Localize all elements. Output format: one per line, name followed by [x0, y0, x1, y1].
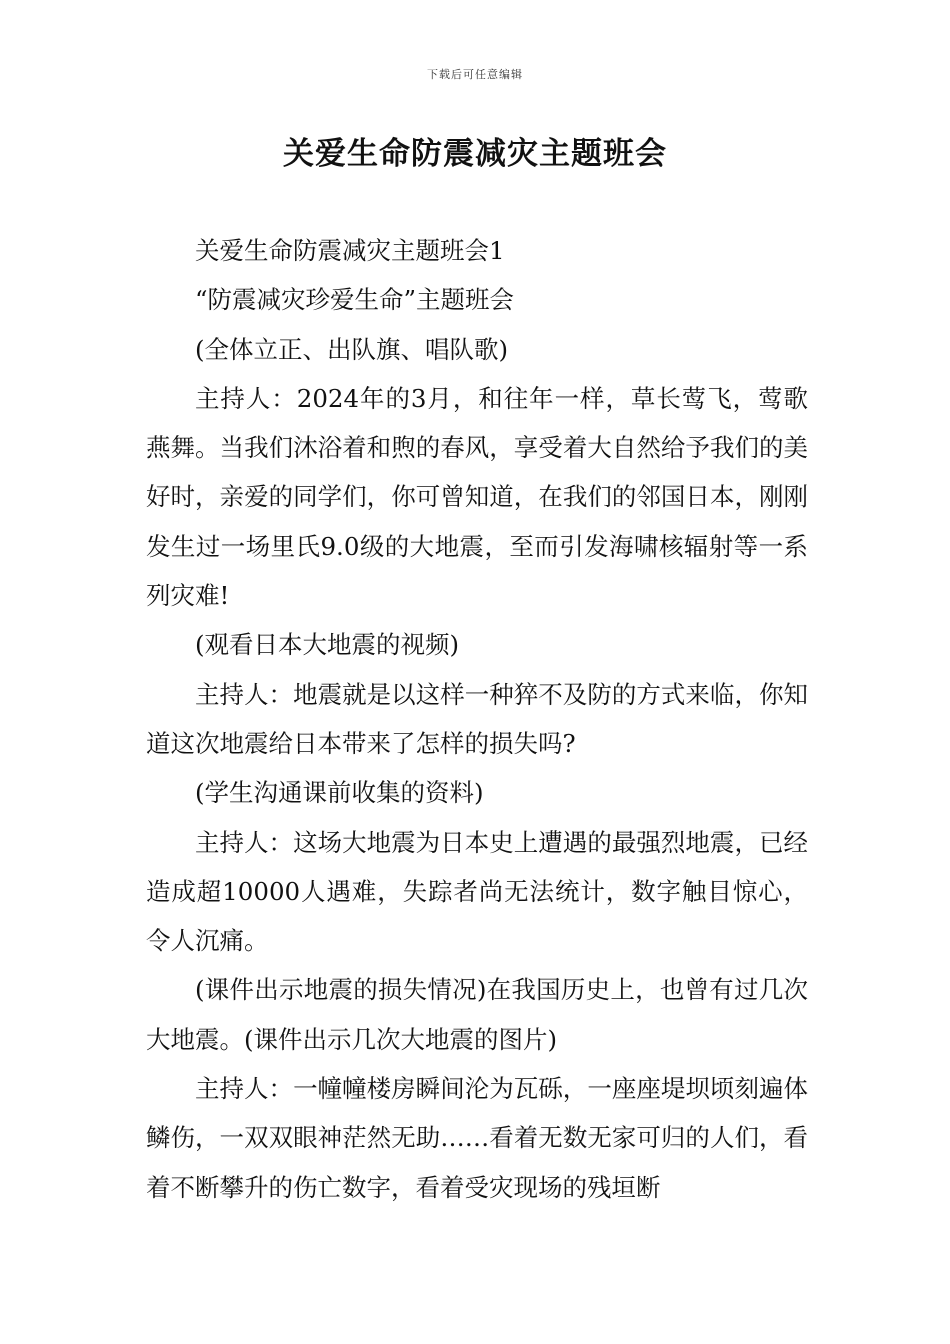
paragraph-host-intro: 主持人：2024年的3月，和往年一样，草长莺飞，莺歌燕舞。当我们沐浴着和煦的春风，享受着大自然给予我们的美好时，亲爱的同学们，你可曾知道，在我们的邻国日本，刚刚发生过一场里氏9.0级的大地震，至而引发海啸核辐射等一系列灾难! [146, 383, 808, 611]
paragraph-host-question: 主持人：地震就是以这样一种猝不及防的方式来临，你知道这次地震给日本带来了怎样的损失吗? [146, 679, 808, 758]
paragraph-stage-direction: (全体立正、出队旗、唱队歌) [195, 334, 509, 364]
paragraph-courseware-note: (课件出示地震的损失情况)在我国历史上，也曾有过几次大地震。(课件出示几次大地震的图片) [146, 975, 808, 1054]
paragraph-stage-direction: (学生沟通课前收集的资料) [195, 778, 484, 808]
header-note: 下载后可任意编辑 [427, 68, 523, 81]
paragraph-stage-direction: (观看日本大地震的视频) [195, 630, 460, 660]
paragraph-host-statement: 主持人：这场大地震为日本史上遭遇的最强烈地震，已经造成超10000人遇难，失踪者尚无法统计，数字触目惊心，令人沉痛。 [146, 827, 808, 956]
document-title: 关爱生命防震减灾主题班会 [283, 136, 667, 172]
paragraph-subtitle: 关爱生命防震减灾主题班会1 [195, 236, 505, 265]
document-body [146, 226, 808, 1212]
paragraph-host-reflection: 主持人：一幢幢楼房瞬间沦为瓦砾，一座座堤坝顷刻遍体鳞伤，一双双眼神茫然无助……看着无数无家可归的人们，看着不断攀升的伤亡数字，看着受灾现场的残垣断 [146, 1074, 808, 1202]
paragraph-theme: “防震减灾珍爱生命”主题班会 [195, 285, 515, 315]
